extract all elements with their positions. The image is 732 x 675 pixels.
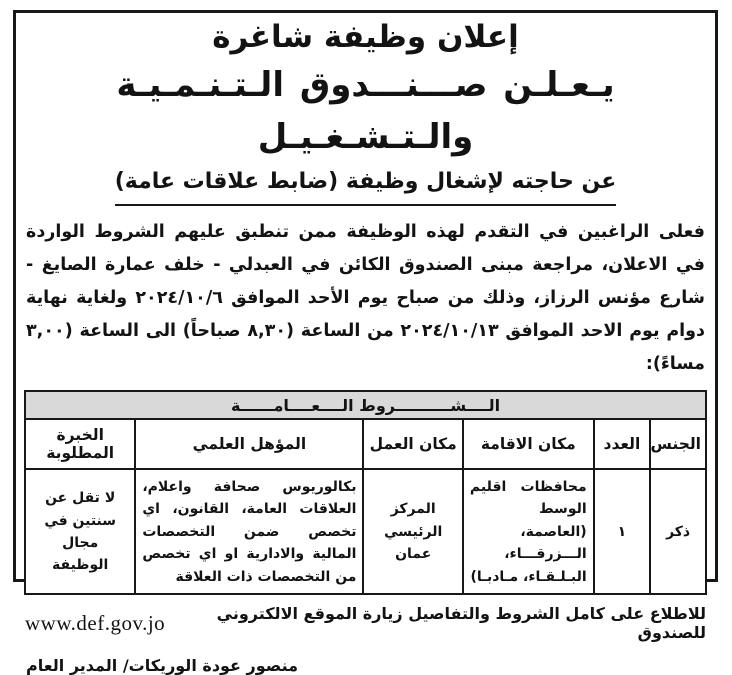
cell-gender: ذكر bbox=[650, 469, 706, 594]
cell-count: ١ bbox=[594, 469, 651, 594]
table-title-row bbox=[25, 391, 706, 419]
announcement-paragraph: فعلى الراغبين في التقدم لهذه الوظيفة ممن تنطبق عليهم الشروط الواردة في الاعلان، مراجعة مبنى الصندوق الكائن في العبدلي - خلف عمارة الصايغ - شارع مؤنس الرزاز، وذلك من صباح يوم الأحد الموافق ٢٠٢٤/١٠/٦ ولغاية نهاية دوام يوم الاحد الموافق ٢٠٢٤/١٠/١٣ من الساعة (٨,٣٠ صباحاً) الى الساعة (٣,٠٠ مساءً): bbox=[26, 222, 705, 374]
cell-qualification: بكالوريوس صحافة واعلام، العلاقات العامة، القانون، اي تخصص ضمن التخصصات المالية والادارية او اي تخصص من التخصصات ذات العلاقة bbox=[135, 469, 363, 594]
position-subtitle-text: عن حاجته لإشغال وظيفة (ضابط علاقات عامة) bbox=[115, 165, 617, 206]
website-url: www.def.gov.jo bbox=[25, 610, 166, 635]
column-header-work-location: مكان العمل bbox=[363, 419, 462, 469]
column-header-residence: مكان الاقامة bbox=[463, 419, 594, 469]
column-header-qualification: المؤهل العلمي bbox=[135, 419, 363, 469]
table-row bbox=[25, 469, 706, 594]
footer-note bbox=[24, 604, 707, 642]
table-title: الــــشــــــــــروط الــــعــــامــــــة bbox=[25, 391, 706, 419]
footer-info-text: للاطلاع على كامل الشروط والتفاصيل زيارة الموقع الالكتروني للصندوق bbox=[216, 604, 706, 643]
signature-line: منصور عودة الوريكات/ المدير العام bbox=[26, 656, 298, 675]
table-header-row bbox=[25, 419, 706, 469]
cell-residence: محافظات اقليم الوسط (العاصمة، الـــزرقـــاء، البـلـقـاء، مـادبـا) bbox=[463, 469, 594, 594]
position-subtitle bbox=[24, 165, 707, 206]
announcement-frame bbox=[13, 10, 718, 675]
column-header-gender: الجنس bbox=[650, 419, 706, 469]
column-header-experience: الخبرة المطلوبة bbox=[25, 419, 135, 469]
cell-experience: لا تقل عن سنتين في مجال الوظيفة bbox=[25, 469, 135, 594]
announcement-title: إعلان وظيفة شاغرة bbox=[212, 19, 519, 55]
organization-name-title: يـعـلـن صـــنـــدوق الـتـنـمـيـة والـتـشـغـيـل bbox=[116, 65, 615, 157]
conditions-table bbox=[24, 390, 707, 595]
column-header-count: العدد bbox=[594, 419, 651, 469]
cell-work-location: المركز الرئيسي عمان bbox=[363, 469, 462, 594]
